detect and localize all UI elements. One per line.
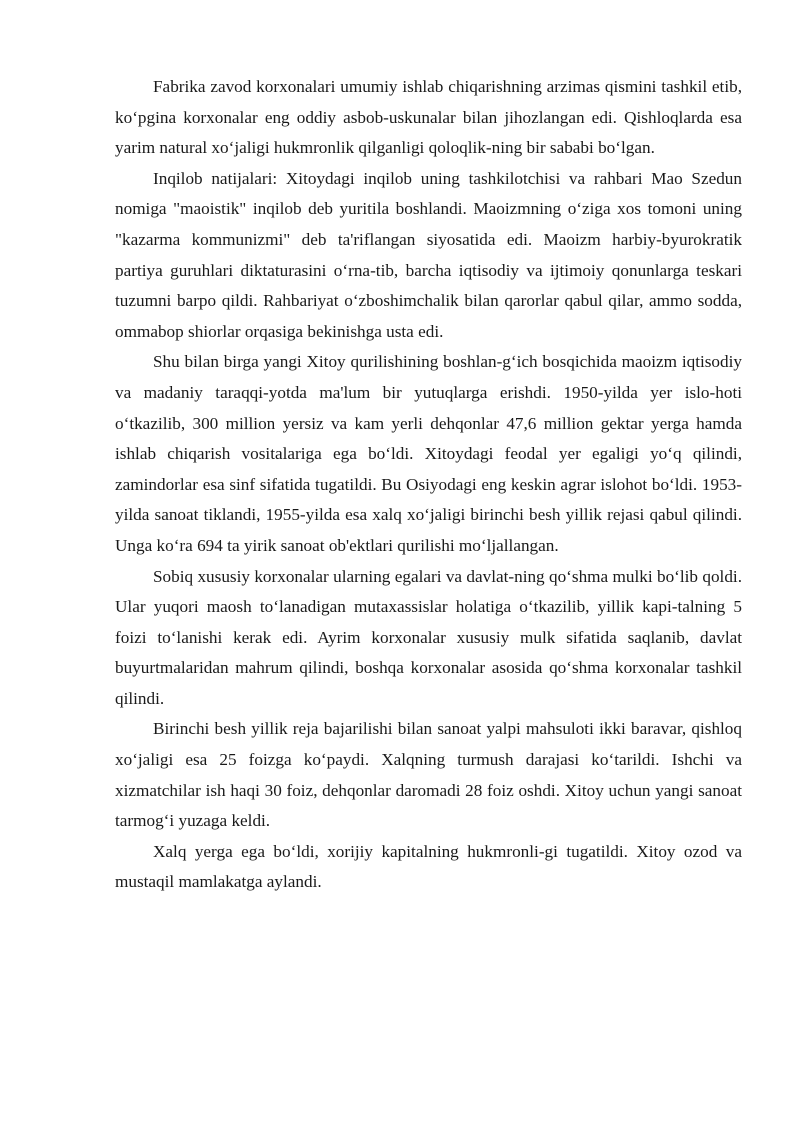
paragraph-revolution-results: Inqilob natijalari: Xitoydagi inqilob uning tashkilotchisi va rahbari Mao Szedun nomiga "maoistik" inqilob deb yuritila boshlandi. Maoizmning o‘ziga xos tomoni uning "kazarma kommunizmi" deb ta'riflangan siyosatida edi. Maoizm harbiy-byurokratik partiya guruhlari diktaturasini o‘rna-tib, barcha iqtisodiy va ijtimoiy qonunlarga teskari tuzumni barpo qildi. Rahbariyat o‘zboshimchalik bilan qarorlar qabul qilar, ammo sodda, ommabop shiorlar orqasiga bekinishga usta edi. xyxy=(115,168,742,341)
document-page xyxy=(115,72,742,898)
paragraph-private-enterprises: Sobiq xususiy korxonalar ularning egalari va davlat-ning qo‘shma mulki bo‘lib qoldi. Ular yuqori maosh to‘lanadigan mutaxassislar holatiga o‘tkazilib, yillik kapi-talning 5 foizi to‘lanishi kerak edi. Ayrim korxonalar xususiy mulk sifatida saqlanib, davlat buyurtmalaridan mahrum qilindi, boshqa korxonalar asosida qo‘shma korxonalar tashkil qilindi. xyxy=(115,566,742,708)
paragraph-achievements: Shu bilan birga yangi Xitoy qurilishining boshlan-g‘ich bosqichida maoizm iqtisodiy va madaniy taraqqi-yotda ma'lum bir yutuqlarga erishdi. 1950-yilda yer islo-hoti o‘tkazilib, 300 million yersiz va kam yerli dehqonlar 47,6 million gektar yerga hamda ishlab chiqarish vositalariga ega bo‘ldi. Xitoydagi feodal yer egaligi yo‘q qilindi, zamindorlar esa sinf sifatida tugatildi. Bu Osiyodagi eng keskin agrar islohot bo‘ldi. 1953-yilda sanoat tiklandi, 1955-yilda esa xalq xo‘jaligi birinchi besh yillik rejasi qabul qilindi. Unga ko‘ra 694 ta yirik sanoat ob'ektlari qurilishi mo‘ljallangan. xyxy=(115,352,742,555)
paragraph-manufacturing: Fabrika zavod korxonalari umumiy ishlab chiqarishning arzimas qismini tashkil etib, ko‘pgina korxonalar eng oddiy asbob-uskunalar bilan jihozlangan edi. Qishloqlarda esa yarim natural xo‘jaligi hukmronlik qilganligi qoloqlik-ning bir sababi bo‘lgan. xyxy=(115,77,742,158)
paragraph-independence: Xalq yerga ega bo‘ldi, xorijiy kapitalning hukmronli-gi tugatildi. Xitoy ozod va mustaqil mamlakatga aylandi. xyxy=(115,841,742,892)
paragraph-five-year-plan: Birinchi besh yillik reja bajarilishi bilan sanoat yalpi mahsuloti ikki baravar, qishloq xo‘jaligi esa 25 foizga ko‘paydi. Xalqning turmush darajasi ko‘tarildi. Ishchi va xizmatchilar ish haqi 30 foiz, dehqonlar daromadi 28 foiz oshdi. Xitoy uchun yangi sanoat tarmog‘i yuzaga keldi. xyxy=(115,719,742,831)
